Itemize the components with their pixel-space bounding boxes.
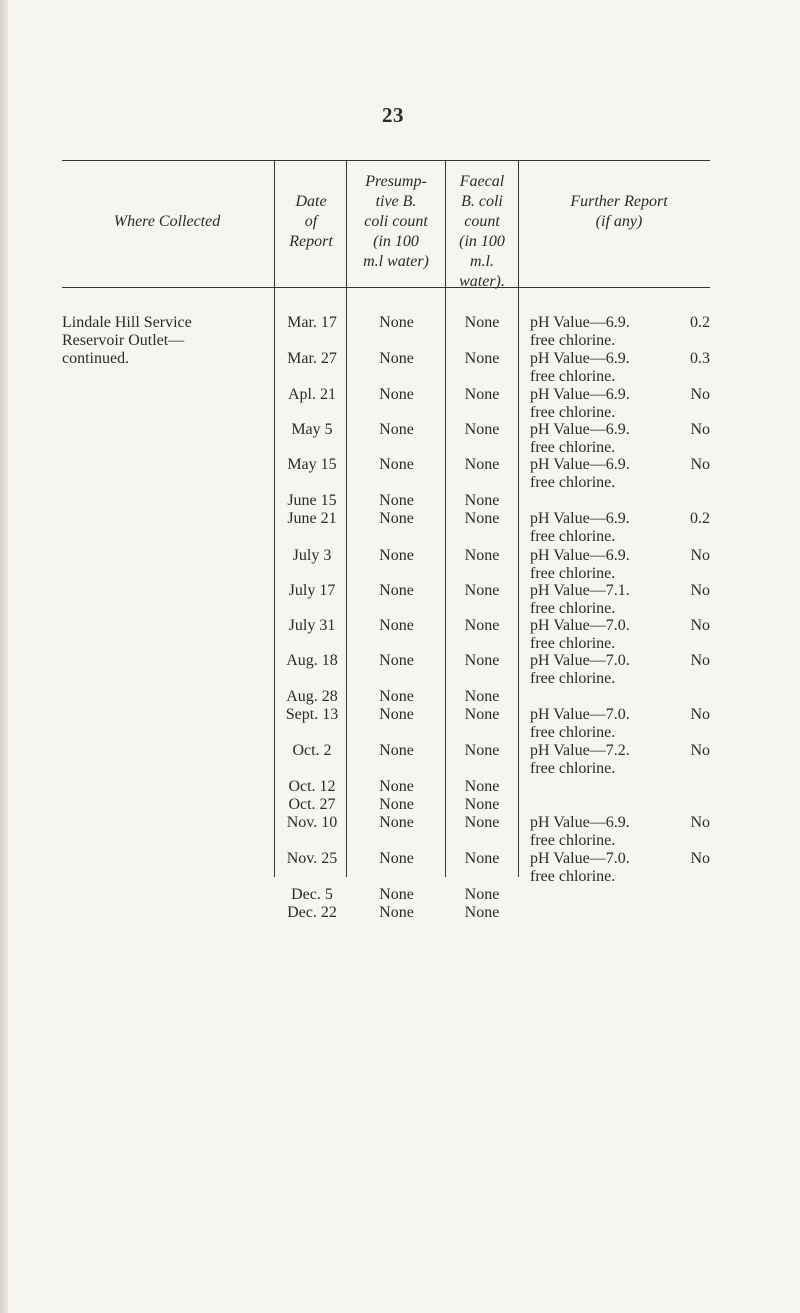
row-presumptive-count: None [379, 314, 414, 331]
row-faecal-count: None [464, 547, 500, 564]
row-date: Oct. 12 [288, 778, 336, 795]
report-second-line: free chlorine. [530, 724, 616, 741]
header-presumptive-line: Presump- [365, 173, 427, 190]
row-further-report [530, 814, 710, 850]
ph-value: pH Value—6.9. [530, 350, 630, 367]
report-second-line: free chlorine. [530, 528, 616, 545]
header-report-line: Further Report [570, 193, 668, 210]
report-first-line [530, 742, 710, 760]
header-faecal-count [446, 172, 518, 292]
row-presumptive-count: None [379, 652, 414, 669]
report-second-line: free chlorine. [530, 404, 616, 421]
row-presumptive-count: None [379, 688, 414, 705]
row-faecal-count: None [464, 778, 500, 795]
header-faecal-line: water). [459, 273, 505, 290]
row-presumptive-count: None [379, 706, 414, 723]
report-first-line [530, 386, 710, 404]
row-faecal-count: None [464, 492, 500, 509]
row-presumptive-count: None [379, 582, 414, 599]
row-faecal-count: None [464, 742, 500, 759]
chlorine-amount: No [690, 814, 710, 831]
row-presumptive-count: None [379, 547, 414, 564]
row-date: July 31 [288, 617, 336, 634]
row-presumptive-count: None [379, 778, 414, 795]
report-first-line [530, 706, 710, 724]
column-divider-1 [274, 160, 275, 877]
row-faecal-count: None [464, 850, 500, 867]
header-date-of-report [276, 192, 346, 252]
header-where-collected [62, 212, 272, 232]
ph-value: pH Value—6.9. [530, 547, 630, 564]
row-faecal-count: None [464, 814, 500, 831]
chlorine-amount: No [690, 850, 710, 867]
ph-value: pH Value—6.9. [530, 510, 630, 527]
row-faecal-count: None [464, 350, 500, 367]
row-date: Oct. 27 [288, 796, 336, 813]
row-further-report [530, 850, 710, 886]
chlorine-amount: No [690, 706, 710, 723]
row-faecal-count: None [464, 582, 500, 599]
row-faecal-count: None [464, 688, 500, 705]
header-bottom-rule [62, 287, 710, 288]
row-further-report [530, 617, 710, 653]
row-presumptive-count: None [379, 492, 414, 509]
row-faecal-count: None [464, 886, 500, 903]
chlorine-amount: No [690, 547, 710, 564]
ph-value: pH Value—7.1. [530, 582, 630, 599]
row-presumptive-count: None [379, 386, 414, 403]
ph-value: pH Value—7.0. [530, 706, 630, 723]
report-first-line [530, 421, 710, 439]
row-date: Aug. 28 [286, 688, 338, 705]
header-top-rule [62, 160, 710, 161]
row-faecal-count: None [464, 796, 500, 813]
header-presumptive-line: (in 100 [373, 233, 419, 250]
chlorine-amount: No [690, 386, 710, 403]
row-presumptive-count: None [379, 886, 414, 903]
row-presumptive-count: None [379, 814, 414, 831]
ph-value: pH Value—6.9. [530, 386, 630, 403]
row-further-report [530, 456, 710, 492]
chlorine-amount: 0.3 [690, 350, 710, 367]
report-second-line: free chlorine. [530, 760, 616, 777]
row-faecal-count: None [464, 706, 500, 723]
row-date: Mar. 27 [287, 350, 337, 367]
row-date: July 17 [288, 582, 336, 599]
header-presumptive-count [347, 172, 445, 272]
ph-value: pH Value—7.0. [530, 652, 630, 669]
header-report-line: (if any) [595, 213, 643, 230]
report-second-line: free chlorine. [530, 635, 616, 652]
report-first-line [530, 652, 710, 670]
report-first-line [530, 510, 710, 528]
report-second-line: free chlorine. [530, 368, 616, 385]
location-line: continued. [62, 350, 130, 367]
ph-value: pH Value—7.2. [530, 742, 630, 759]
row-faecal-count: None [464, 904, 500, 921]
header-presumptive-line: tive B. [375, 193, 417, 210]
report-first-line [530, 582, 710, 600]
report-first-line [530, 850, 710, 868]
row-presumptive-count: None [379, 456, 414, 473]
report-first-line [530, 314, 710, 332]
location-line: Reservoir Outlet— [62, 332, 185, 349]
ph-value: pH Value—6.9. [530, 421, 630, 438]
report-first-line [530, 617, 710, 635]
location-name [62, 314, 272, 368]
row-date: Nov. 10 [286, 814, 338, 831]
report-first-line [530, 814, 710, 832]
row-presumptive-count: None [379, 421, 414, 438]
report-first-line [530, 547, 710, 565]
header-faecal-line: count [464, 213, 500, 230]
row-faecal-count: None [464, 456, 500, 473]
header-faecal-line: Faecal [459, 173, 505, 190]
row-presumptive-count: None [379, 617, 414, 634]
row-further-report [530, 742, 710, 778]
row-further-report [530, 706, 710, 742]
header-date-line: Date [295, 193, 327, 210]
row-date: May 15 [287, 456, 337, 473]
chlorine-amount: 0.2 [690, 510, 710, 527]
report-second-line: free chlorine. [530, 868, 616, 885]
row-faecal-count: None [464, 617, 500, 634]
report-second-line: free chlorine. [530, 474, 616, 491]
header-date-line: Report [289, 233, 333, 250]
row-faecal-count: None [464, 314, 500, 331]
row-further-report [530, 582, 710, 618]
report-second-line: free chlorine. [530, 332, 616, 349]
header-date-line: of [304, 213, 318, 230]
row-faecal-count: None [464, 386, 500, 403]
location-line: Lindale Hill Service [62, 314, 192, 331]
row-further-report [530, 652, 710, 688]
row-further-report [530, 350, 710, 386]
row-date: Sept. 13 [285, 706, 339, 723]
report-second-line: free chlorine. [530, 600, 616, 617]
row-presumptive-count: None [379, 850, 414, 867]
report-first-line [530, 350, 710, 368]
row-further-report [530, 421, 710, 457]
row-date: June 15 [287, 492, 337, 509]
chlorine-amount: 0.2 [690, 314, 710, 331]
header-presumptive-line: coli count [364, 213, 428, 230]
report-second-line: free chlorine. [530, 439, 616, 456]
row-date: Mar. 17 [287, 314, 337, 331]
row-presumptive-count: None [379, 796, 414, 813]
chlorine-amount: No [690, 742, 710, 759]
header-where-text: Where Collected [113, 213, 221, 230]
row-date: May 5 [291, 421, 333, 438]
ph-value: pH Value—6.9. [530, 814, 630, 831]
ph-value: pH Value—6.9. [530, 314, 630, 331]
row-presumptive-count: None [379, 510, 414, 527]
report-second-line: free chlorine. [530, 670, 616, 687]
page-number: 23 [382, 103, 404, 127]
row-date: Apl. 21 [288, 386, 336, 403]
row-date: Aug. 18 [286, 652, 338, 669]
row-presumptive-count: None [379, 350, 414, 367]
row-date: Oct. 2 [292, 742, 332, 759]
chlorine-amount: No [690, 617, 710, 634]
row-further-report [530, 314, 710, 350]
header-faecal-line: B. coli [461, 193, 503, 210]
ph-value: pH Value—6.9. [530, 456, 630, 473]
header-further-report [519, 192, 719, 232]
row-further-report [530, 547, 710, 583]
chlorine-amount: No [690, 652, 710, 669]
report-second-line: free chlorine. [530, 565, 616, 582]
header-presumptive-line: m.l water) [363, 253, 429, 270]
row-further-report [530, 386, 710, 422]
chlorine-amount: No [690, 421, 710, 438]
row-presumptive-count: None [379, 742, 414, 759]
row-date: July 3 [292, 547, 332, 564]
column-divider-4 [518, 160, 519, 877]
chlorine-amount: No [690, 582, 710, 599]
ph-value: pH Value—7.0. [530, 850, 630, 867]
row-faecal-count: None [464, 652, 500, 669]
chlorine-amount: No [690, 456, 710, 473]
row-date: June 21 [287, 510, 337, 527]
report-second-line: free chlorine. [530, 832, 616, 849]
ph-value: pH Value—7.0. [530, 617, 630, 634]
row-date: Nov. 25 [286, 850, 338, 867]
header-faecal-line: m.l. [470, 253, 494, 270]
row-further-report [530, 510, 710, 546]
row-faecal-count: None [464, 421, 500, 438]
header-faecal-line: (in 100 [459, 233, 505, 250]
row-faecal-count: None [464, 510, 500, 527]
page-edge-shadow [0, 0, 8, 1313]
report-first-line [530, 456, 710, 474]
row-presumptive-count: None [379, 904, 414, 921]
row-date: Dec. 22 [287, 904, 337, 921]
row-date: Dec. 5 [291, 886, 333, 903]
